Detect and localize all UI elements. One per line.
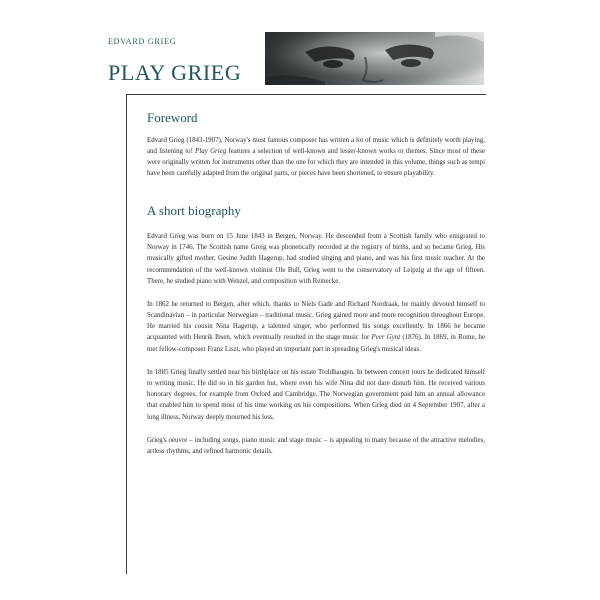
portrait-photo — [265, 32, 484, 85]
foreword-book-title: Play Grieg — [195, 147, 227, 155]
biography-heading: A short biography — [147, 203, 241, 219]
foreword-paragraph — [147, 135, 485, 180]
biography-p2-text-b: (1876). In 1869, in Rome, he met fellow-composer Franz Liszt, who played an important part in spreading Grieg's musical ideas. — [147, 334, 486, 353]
biography-p2-text-a: In 1862 he returned to Bergen, after which, thanks to Niels Gade and Richard Nordraak, he mainly devoted himself to Scandinavian – in particular Norwegian – traditional music. Grieg gained more and more recognition throughout Europe. He married his cousin Nina Hagerup, a talented singer, who performed his songs excellently. In 1866 he became acquainted with Henrik Ibsen, which eventually resulted in the stage music for — [147, 300, 485, 342]
text-column — [147, 110, 485, 469]
foreword-heading: Foreword — [147, 110, 198, 125]
portrait-illustration — [265, 32, 484, 85]
composer-name: EDVARD GRIEG — [108, 37, 177, 46]
biography-paragraph-3: In 1885 Grieg finally settled near his birthplace on his estate Troldhaugen. In between concert tours he dedicated himself to writing music. He did so in his garden hut, where even his wife Nina did not dare disturb him. He received various honorary degrees, for example from Oxford and Cambridge. The Norwegian government paid him an annual allowance that enabled him to spend most of his time working on his compositions. When Grieg died on 4 September 1907, after a long illness, Norway deeply mourned his loss. — [147, 368, 485, 421]
foreword-section — [147, 110, 485, 179]
foreword-text-a: Edvard Grieg (1843-1907), Norway's most famous composer has written a lot of music which is definitely worth playing, and listening to! — [147, 136, 485, 155]
biography-paragraph-1: Edvard Grieg was born on 15 June 1843 in Bergen, Norway. He descended from a Scottish family who emigrated to Norway in 1746. The Scottish name Greig was phonetically recorded at the registry of births, and so became Grieg. His musically gifted mother, Gesine Judith Hagerup, had studied singing and piano, and was his first music teacher. At the recommendation of the well-known violinist Ole Bull, Grieg went to the conservatory of Leipzig at the age of fifteen. There, he studied piano with Wenzel, and composition with Reinecke. — [147, 232, 485, 285]
biography-paragraph-4: Grieg's oeuvre – including songs, piano music and stage music – is appealing to many because of the attractive melodies, artless rhythms, and refined harmonic details. — [147, 436, 485, 455]
biography-peer-gynt: Peer Gynt — [371, 334, 401, 342]
foreword-text-b: features a selection of well-known and lesser-known works or themes. Since most of these were originally written for instruments other than the one for which they are intended in this volume, things such as tempi have been carefully adapted from the original parts, or pieces have been shortened, to ensure playability. — [147, 147, 485, 178]
page-title: PLAY GRIEG — [108, 60, 242, 85]
biography-paragraph-2 — [147, 299, 485, 355]
biography-section — [147, 203, 485, 457]
